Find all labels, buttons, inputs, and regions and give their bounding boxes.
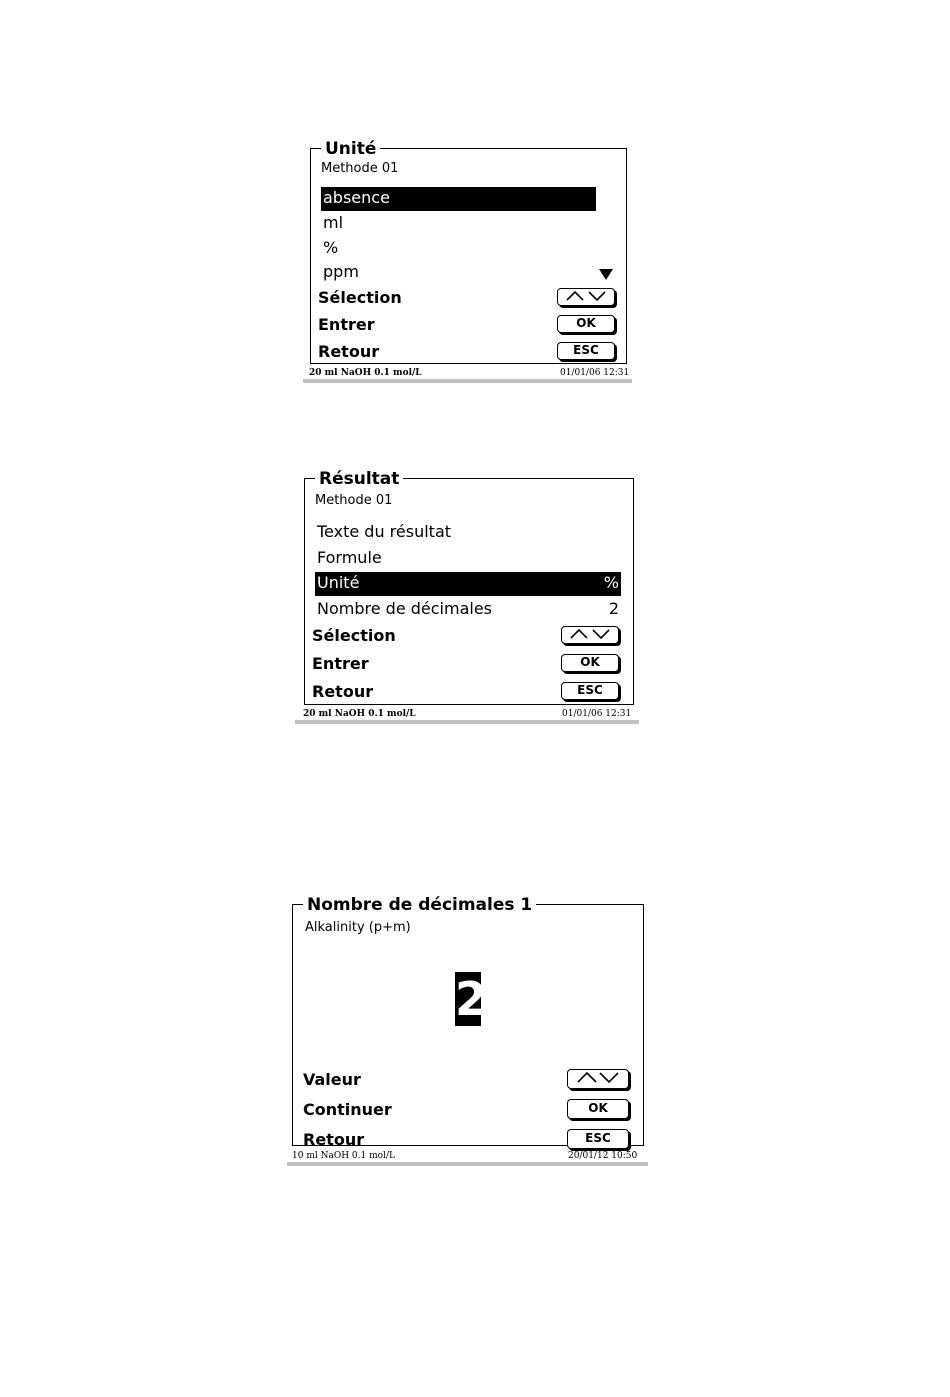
dialog-frame: [310, 139, 627, 364]
list-item-ppm[interactable]: [321, 261, 596, 285]
dialog-title: Nombre de décimales 1: [303, 896, 536, 914]
screen-unite: [300, 140, 635, 390]
method-subtitle: Methode 01: [315, 493, 393, 508]
list-item-label: Unité: [317, 573, 360, 592]
method-subtitle: Alkalinity (p+m): [305, 920, 411, 935]
continue-label: Continuer: [303, 1100, 392, 1119]
status-bar: [295, 720, 639, 724]
dialog-title: Unité: [321, 140, 380, 158]
list-item-ml[interactable]: [321, 212, 596, 236]
list-item-label: absence: [323, 188, 390, 207]
status-right: 20/01/12 10:50: [568, 1151, 638, 1161]
up-down-arrows-icon: [575, 1071, 621, 1084]
select-label: Sélection: [312, 626, 396, 645]
list-item-label: Nombre de décimales: [317, 599, 492, 618]
list-item-unite[interactable]: [315, 572, 621, 596]
scroll-down-icon: [599, 269, 613, 280]
decimal-value-field[interactable]: 2: [455, 972, 488, 1026]
up-down-key[interactable]: [557, 288, 615, 306]
back-label: Retour: [318, 342, 380, 361]
list-item-formule[interactable]: [315, 547, 621, 571]
ok-key[interactable]: OK: [557, 315, 615, 333]
status-right: 01/01/06 12:31: [560, 368, 630, 378]
method-subtitle: Methode 01: [321, 161, 399, 176]
screen-resultat: [294, 470, 640, 730]
list-item-absence[interactable]: [321, 187, 596, 211]
dialog-title: Résultat: [315, 470, 403, 488]
status-left: 10 ml NaOH 0.1 mol/L: [292, 1151, 395, 1161]
list-item-label: %: [323, 238, 339, 257]
list-item-label: Texte du résultat: [317, 522, 452, 541]
up-down-key[interactable]: [567, 1069, 629, 1089]
status-left: 20 ml NaOH 0.1 mol/L: [309, 368, 422, 378]
list-item-value: 2: [608, 599, 619, 618]
list-item-label: ppm: [323, 262, 359, 281]
status-right: 01/01/06 12:31: [562, 709, 632, 719]
list-item-label: ml: [323, 213, 344, 232]
screen-nombre-decimales: [285, 895, 650, 1170]
list-item-value: %: [603, 573, 619, 592]
select-label: Sélection: [318, 288, 402, 307]
list-item-texte-resultat[interactable]: [315, 521, 621, 545]
ok-key[interactable]: OK: [561, 654, 619, 672]
status-bar: [303, 379, 632, 383]
ok-key[interactable]: OK: [567, 1099, 629, 1119]
dialog-frame: [304, 469, 634, 705]
status-left: 20 ml NaOH 0.1 mol/L: [303, 709, 416, 719]
enter-label: Entrer: [312, 654, 369, 673]
up-down-key[interactable]: [561, 626, 619, 644]
list-item-nombre-decimales[interactable]: [315, 598, 621, 622]
esc-key[interactable]: ESC: [557, 342, 615, 360]
back-label: Retour: [303, 1130, 365, 1149]
list-item-percent[interactable]: [321, 237, 596, 261]
value-label: Valeur: [303, 1070, 361, 1089]
esc-key[interactable]: ESC: [567, 1129, 629, 1149]
list-item-label: Formule: [317, 548, 382, 567]
up-down-arrows-icon: [568, 628, 612, 640]
up-down-arrows-icon: [564, 290, 608, 302]
esc-key[interactable]: ESC: [561, 682, 619, 700]
status-bar: [287, 1162, 648, 1166]
enter-label: Entrer: [318, 315, 375, 334]
back-label: Retour: [312, 682, 374, 701]
dialog-frame: [292, 895, 644, 1149]
